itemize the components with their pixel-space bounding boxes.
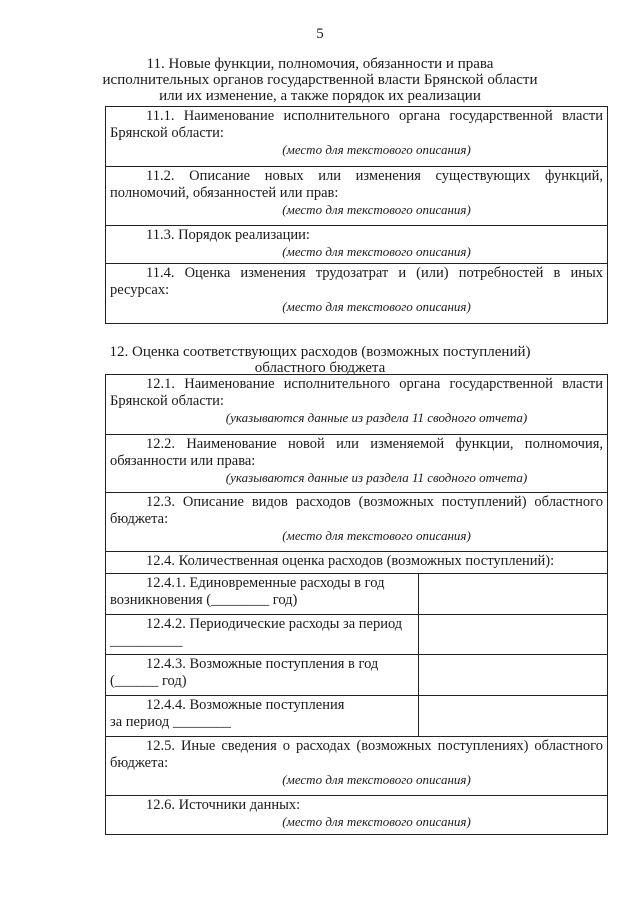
item-12-3-hint: (место для текстового описания) — [282, 528, 471, 543]
item-12-4-4-line1: 12.4.4. Возможные поступления — [146, 697, 345, 713]
item-12-4-2-line2: __________ — [110, 633, 183, 649]
item-11-2-text: 11.2. Описание новых или изменения существующих функций, полномочий, обязанностей или прав: — [110, 168, 603, 201]
section-11-title-line3: или их изменение, а также порядок их реализации — [159, 88, 481, 104]
section-12-title-line2: областного бюджета — [254, 360, 386, 376]
item-12-6 — [106, 796, 607, 834]
item-11-3 — [106, 226, 607, 264]
item-12-4-1-value-cell[interactable] — [419, 574, 607, 614]
item-12-4-1-line2: возникновения (________ год) — [110, 592, 298, 608]
item-12-1-hint: (указываются данные из раздела 11 сводного отчета) — [225, 410, 528, 425]
item-12-5 — [106, 737, 607, 796]
section-12-heading — [100, 344, 540, 376]
item-12-1 — [106, 375, 607, 435]
section-11-title-line1: 11. Новые функции, полномочия, обязанности и права — [146, 56, 494, 72]
item-11-3-text: 11.3. Порядок реализации: — [146, 227, 310, 243]
item-12-4-3-line1: 12.4.3. Возможные поступления в год — [146, 656, 379, 672]
section-11-title-line2: исполнительных органов государственной власти Брянской области — [102, 72, 538, 88]
item-12-4-2-value-cell[interactable] — [419, 615, 607, 654]
item-11-4 — [106, 264, 607, 323]
item-12-4-4-value-cell[interactable] — [419, 696, 607, 736]
item-11-2-hint: (место для текстового описания) — [282, 202, 471, 217]
item-11-3-hint: (место для текстового описания) — [282, 244, 471, 259]
item-12-5-text: 12.5. Иные сведения о расходах (возможных поступлениях) областного бюджета: — [110, 738, 603, 771]
section-11-table — [105, 106, 608, 324]
section-12-table — [105, 374, 608, 835]
item-12-4-1-label — [106, 574, 419, 614]
item-12-4-4-line2: за период ________ — [110, 714, 231, 730]
item-12-5-hint: (место для текстового описания) — [282, 772, 471, 787]
page-number: 5 — [316, 26, 324, 42]
item-12-4-3-line2: (______ год) — [110, 673, 187, 689]
item-11-1-text: 11.1. Наименование исполнительного органа государственной власти Брянской области: — [110, 108, 603, 141]
item-12-6-text: 12.6. Источники данных: — [146, 797, 301, 813]
item-12-4-1-line1: 12.4.1. Единовременные расходы в год — [146, 575, 385, 591]
item-12-3 — [106, 493, 607, 552]
item-12-4-2-label — [106, 615, 419, 654]
item-12-4-2-line1: 12.4.2. Периодические расходы за период — [146, 616, 403, 632]
item-12-4-4-label — [106, 696, 419, 736]
section-12-title-line1: 12. Оценка соответствующих расходов (возможных поступлений) — [109, 344, 531, 360]
item-12-4-3-label — [106, 655, 419, 695]
item-12-4-3-value-cell[interactable] — [419, 655, 607, 695]
item-12-4-4-row — [106, 696, 607, 737]
item-12-4-3-row — [106, 655, 607, 696]
item-11-4-text: 11.4. Оценка изменения трудозатрат и (или) потребностей в иных ресурсах: — [110, 265, 603, 298]
item-12-4-2-row — [106, 615, 607, 655]
item-12-2 — [106, 435, 607, 493]
item-12-2-hint: (указываются данные из раздела 11 сводного отчета) — [225, 470, 528, 485]
item-12-4 — [106, 552, 607, 574]
item-12-2-text: 12.2. Наименование новой или изменяемой функции, полномочия, обязанности или права: — [110, 436, 603, 469]
item-11-2 — [106, 167, 607, 226]
item-11-1 — [106, 107, 607, 167]
item-12-4-1-row — [106, 574, 607, 615]
item-11-4-hint: (место для текстового описания) — [282, 299, 471, 314]
item-12-3-text: 12.3. Описание видов расходов (возможных поступлений) областного бюджета: — [110, 494, 603, 527]
item-11-1-hint: (место для текстового описания) — [282, 142, 471, 157]
item-12-4-text: 12.4. Количественная оценка расходов (возможных поступлений): — [146, 553, 555, 569]
section-11-heading — [100, 56, 540, 104]
item-12-6-hint: (место для текстового описания) — [282, 814, 471, 829]
item-12-1-text: 12.1. Наименование исполнительного органа государственной власти Брянской области: — [110, 376, 603, 409]
